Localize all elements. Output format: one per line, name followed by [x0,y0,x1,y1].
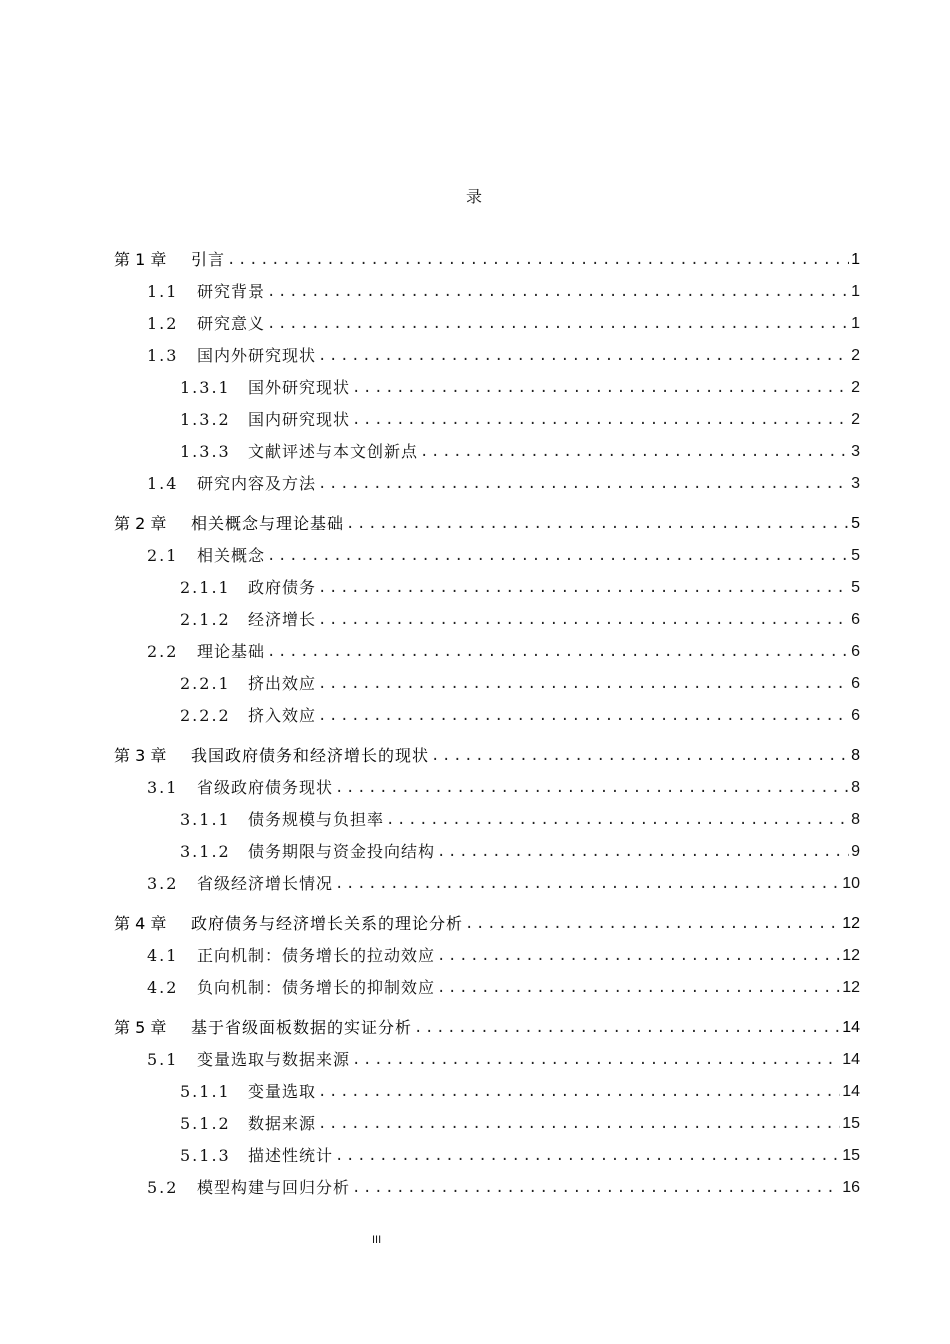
dot-leader [318,604,849,636]
toc-section-entry[interactable] [114,436,860,468]
dot-leader [227,244,849,276]
toc-entry-number: 5.1 [147,1050,179,1069]
toc-entry-number: 1.4 [147,474,179,493]
toc-chapter-entry[interactable] [114,1012,860,1044]
toc-entry-title: 相关概念与理论基础 [191,514,345,533]
toc-entry-page-number: 2 [851,411,860,428]
toc-entry-number: 1.3.1 [180,378,231,397]
toc-entry-title: 国外研究现状 [248,378,351,397]
toc-section-entry[interactable] [114,940,860,972]
dot-leader [267,636,849,668]
toc-entry-title: 数据来源 [248,1114,317,1133]
toc-entry-title: 国内外研究现状 [197,346,317,365]
toc-title: 录 [465,187,484,206]
dot-leader [318,1076,840,1108]
toc-section-entry[interactable] [114,340,860,372]
toc-entry-title: 负向机制：债务增长的抑制效应 [197,978,436,997]
toc-entry-number: 第 4 章 [114,914,167,933]
dot-leader [318,468,849,500]
dot-leader [318,340,849,372]
toc-entry-number: 1.1 [147,282,179,301]
toc-entry-page-number: 2 [851,379,860,396]
dot-leader [352,372,849,404]
toc-entry-number: 3.1.2 [180,842,231,861]
toc-entry-title: 债务期限与资金投向结构 [248,842,436,861]
dot-leader [437,972,840,1004]
toc-section-entry[interactable] [114,700,860,732]
toc-section-entry[interactable] [114,1172,860,1204]
dot-leader [318,572,849,604]
toc-section-entry[interactable] [114,468,860,500]
toc-entry-page-number: 6 [851,611,860,628]
toc-entry-page-number: 8 [851,747,860,764]
toc-section-entry[interactable] [114,540,860,572]
dot-leader [346,508,849,540]
toc-entry-page-number: 8 [851,779,860,796]
toc-entry-number: 4.2 [147,978,179,997]
toc-chapter-entry[interactable] [114,508,860,540]
page-number-footer: III [372,1234,382,1246]
toc-entry-title: 描述性统计 [248,1146,334,1165]
toc-entry-number: 3.1.1 [180,810,231,829]
dot-leader [318,668,849,700]
toc-entry-number: 4.1 [147,946,179,965]
toc-section-entry[interactable] [114,804,860,836]
toc-entry-title: 模型构建与回归分析 [197,1178,351,1197]
toc-chapter-entry[interactable] [114,740,860,772]
toc-section-entry[interactable] [114,636,860,668]
toc-entry-number: 5.1.3 [180,1146,231,1165]
toc-entry-title: 相关概念 [197,546,266,565]
toc-entry-title: 挤入效应 [248,706,317,725]
dot-leader [386,804,849,836]
toc-entry-number: 1.3 [147,346,179,365]
toc-entry-title: 政府债务与经济增长关系的理论分析 [191,914,464,933]
toc-entry-page-number: 1 [851,251,860,268]
toc-entry-number: 5.1.1 [180,1082,231,1101]
dot-leader [465,908,840,940]
toc-entry-title: 研究内容及方法 [197,474,317,493]
toc-entry-number: 1.3.2 [180,410,231,429]
toc-entry-title: 我国政府债务和经济增长的现状 [191,746,430,765]
toc-entry-number: 第 2 章 [114,514,167,533]
toc-entry-number: 1.2 [147,314,179,333]
toc-entry-page-number: 6 [851,707,860,724]
toc-entry-title: 政府债务 [248,578,317,597]
toc-section-entry[interactable] [114,668,860,700]
dot-leader [437,940,840,972]
dot-leader [437,836,849,868]
dot-leader [335,772,849,804]
toc-entry-number: 2.2 [147,642,179,661]
toc-section-entry[interactable] [114,868,860,900]
toc-entry-title: 债务规模与负担率 [248,810,385,829]
toc-entry-page-number: 9 [851,843,860,860]
toc-entry-title: 基于省级面板数据的实证分析 [191,1018,413,1037]
toc-entry-page-number: 3 [851,475,860,492]
toc-entry-number: 第 3 章 [114,746,167,765]
toc-entry-page-number: 5 [851,515,860,532]
toc-entry-title: 经济增长 [248,610,317,629]
toc-entry-title: 理论基础 [197,642,266,661]
toc-section-entry[interactable] [114,1044,860,1076]
toc-section-entry[interactable] [114,604,860,636]
toc-entry-page-number: 8 [851,811,860,828]
toc-entry-page-number: 15 [842,1147,860,1164]
toc-entry-number: 2.1.2 [180,610,231,629]
toc-entry-number: 5.2 [147,1178,179,1197]
toc-section-entry[interactable] [114,372,860,404]
toc-entry-page-number: 12 [842,915,860,932]
dot-leader [335,868,840,900]
toc-entry-title: 引言 [191,250,226,269]
toc-entry-number: 1.3.3 [180,442,231,461]
toc-section-entry[interactable] [114,972,860,1004]
toc-entry-page-number: 5 [851,547,860,564]
toc-entry-page-number: 14 [842,1019,860,1036]
toc-entry-page-number: 5 [851,579,860,596]
toc-entry-title: 变量选取与数据来源 [197,1050,351,1069]
dot-leader [318,700,849,732]
toc-entry-page-number: 12 [842,947,860,964]
table-of-contents [114,244,860,1204]
toc-entry-page-number: 10 [842,875,860,892]
toc-entry-title: 研究意义 [197,314,266,333]
toc-entry-number: 5.1.2 [180,1114,231,1133]
dot-leader [352,1044,840,1076]
dot-leader [352,1172,840,1204]
toc-entry-title: 研究背景 [197,282,266,301]
toc-entry-page-number: 14 [842,1051,860,1068]
toc-entry-number: 2.1.1 [180,578,231,597]
dot-leader [318,1108,840,1140]
toc-entry-title: 变量选取 [248,1082,317,1101]
toc-entry-number: 3.2 [147,874,179,893]
toc-section-entry[interactable] [114,1140,860,1172]
toc-entry-page-number: 2 [851,347,860,364]
dot-leader [431,740,849,772]
toc-entry-number: 2.1 [147,546,179,565]
toc-entry-page-number: 1 [851,283,860,300]
dot-leader [420,436,849,468]
toc-entry-title: 国内研究现状 [248,410,351,429]
toc-entry-number: 第 5 章 [114,1018,167,1037]
toc-section-entry[interactable] [114,772,860,804]
toc-section-entry[interactable] [114,276,860,308]
toc-chapter-entry[interactable] [114,908,860,940]
toc-entry-page-number: 3 [851,443,860,460]
toc-entry-number: 3.1 [147,778,179,797]
toc-entry-page-number: 16 [842,1179,860,1196]
dot-leader [267,276,849,308]
toc-section-entry[interactable] [114,572,860,604]
toc-section-entry[interactable] [114,1108,860,1140]
toc-section-entry[interactable] [114,404,860,436]
toc-section-entry[interactable] [114,308,860,340]
dot-leader [267,308,849,340]
dot-leader [335,1140,840,1172]
toc-entry-page-number: 14 [842,1083,860,1100]
dot-leader [352,404,849,436]
toc-entry-number: 2.2.1 [180,674,231,693]
toc-entry-number: 第 1 章 [114,250,167,269]
toc-entry-title: 省级经济增长情况 [197,874,334,893]
toc-section-entry[interactable] [114,836,860,868]
toc-section-entry[interactable] [114,1076,860,1108]
toc-entry-title: 挤出效应 [248,674,317,693]
toc-entry-title: 正向机制：债务增长的拉动效应 [197,946,436,965]
toc-entry-title: 文献评述与本文创新点 [248,442,419,461]
toc-chapter-entry[interactable] [114,244,860,276]
toc-entry-page-number: 6 [851,675,860,692]
dot-leader [414,1012,840,1044]
toc-entry-page-number: 12 [842,979,860,996]
toc-entry-page-number: 15 [842,1115,860,1132]
toc-entry-title: 省级政府债务现状 [197,778,334,797]
toc-entry-page-number: 1 [851,315,860,332]
toc-entry-page-number: 6 [851,643,860,660]
toc-entry-number: 2.2.2 [180,706,231,725]
dot-leader [267,540,849,572]
